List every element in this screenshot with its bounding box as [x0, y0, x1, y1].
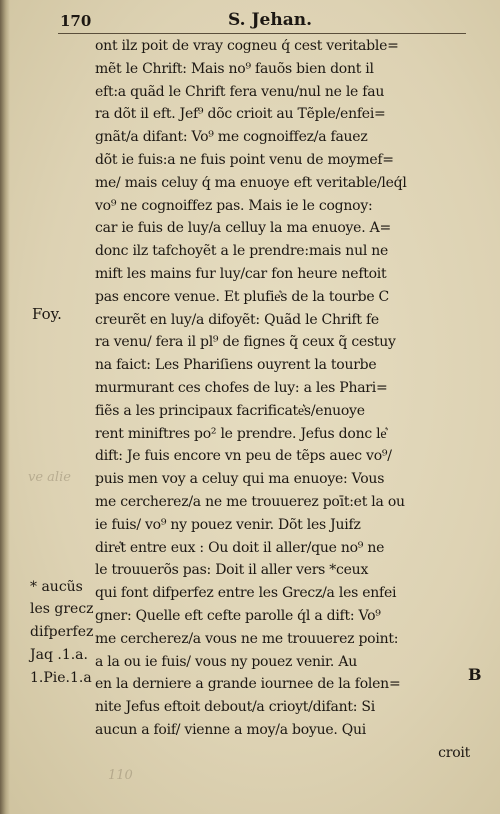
text-line: ont ilz poit de vray cogneu q́ cest veritable=: [95, 38, 399, 54]
text-line: me/ mais celuy q́ ma enuoye eft veritable/leq́l: [95, 174, 407, 191]
text-line: mẽt le Chrift: Mais no⁹ fauõs bien dont il: [95, 60, 374, 77]
text-line: car ie fuis de luy/a celluy la ma enuoye. A=: [95, 220, 391, 237]
header-rule: [58, 33, 466, 34]
text-line: croit: [438, 744, 470, 761]
text-line: vo⁹ ne cognoiffez pas. Mais ie le cognoy:: [95, 197, 373, 214]
text-line: creurẽt en luy/a difoyẽt: Quãd le Chrift fe: [95, 311, 379, 328]
binding-gutter: [0, 0, 10, 814]
text-line: en la derniere a grande iournee de la folen=: [95, 676, 401, 693]
page-number: 170: [60, 12, 92, 30]
running-head: S. Jehan.: [228, 10, 313, 30]
text-line: aucun a foif/ vienne a moy/a boyue. Qui: [95, 721, 367, 738]
margin-note-foy: Foy.: [32, 305, 62, 323]
text-line: le trouuerõs pas: Doit il aller vers *ceux: [95, 562, 369, 579]
text-line: ie fuis/ vo⁹ ny pouez venir. Dõt les Juifz: [95, 516, 361, 533]
text-line: pas encore venue. Et plufie͛s de la tourbe C: [95, 288, 390, 305]
text-line: puis men voy a celuy qui ma enuoye: Vous: [95, 471, 385, 488]
body-text: [95, 35, 470, 765]
margin-gloss-line: 1.Pie.1.a: [30, 670, 92, 686]
text-line: a la ou ie fuis/ vous ny pouez venir. Au: [95, 653, 357, 670]
text-line: rent miniftres po² le prendre. Jefus donc le͛: [95, 425, 387, 442]
page-header: [0, 6, 500, 36]
bleed-through-text: 110: [108, 768, 133, 783]
text-line: eft:a quãd le Chrift fera venu/nul ne le fau: [95, 83, 385, 100]
text-line: na faict: Les Phariſiens ouyrent la tourbe: [95, 357, 377, 374]
text-line: ra venu/ fera il pl⁹ de fignes q̃ ceux q̃ cestuy: [95, 334, 396, 351]
text-line: dift: Je fuis encore vn peu de tẽps auec vo⁹/: [95, 448, 392, 465]
text-line: dõt ie fuis:a ne fuis point venu de moymef=: [95, 151, 394, 168]
margin-gloss-line: * aucũs: [30, 579, 83, 595]
margin-gloss-line: Jaq .1.a.: [30, 647, 88, 663]
text-line: gnãt/a difant: Vo⁹ me cognoiffez/a fauez: [95, 129, 368, 146]
text-line: dire͛t entre eux : Ou doit il aller/que no⁹ ne: [95, 539, 385, 556]
margin-gloss-line: les grecz: [30, 601, 94, 617]
text-line: qui font difperfez entre les Grecz/a les enfei: [95, 585, 397, 602]
text-line: ra dõt il eft. Jef⁹ dõc crioit au Tẽple/enfei=: [95, 106, 386, 123]
text-line: fiẽs a les principaux facrificate͛s/enuoye: [95, 402, 365, 419]
text-line: murmurant ces chofes de luy: a les Phari=: [95, 379, 388, 396]
text-line: gner: Quelle eft cefte parolle q́l a dift: Vo⁹: [95, 607, 381, 624]
bleed-through-text: ve alie: [28, 470, 71, 485]
text-line: nite Jefus eftoit debout/a crioyt/difant: Si: [95, 699, 375, 716]
text-line: donc ilz tafchoyẽt a le prendre:mais nul ne: [95, 243, 389, 260]
margin-section-letter: B: [468, 665, 482, 684]
text-line: mift les mains fur luy/car fon heure neftoit: [95, 265, 387, 282]
text-line: me cercherez/a vous ne me trouuerez point:: [95, 630, 399, 647]
margin-gloss-line: difperfez: [30, 624, 94, 640]
text-line: me cercherez/a ne me trouuerez poīt:et la ou: [95, 493, 405, 510]
